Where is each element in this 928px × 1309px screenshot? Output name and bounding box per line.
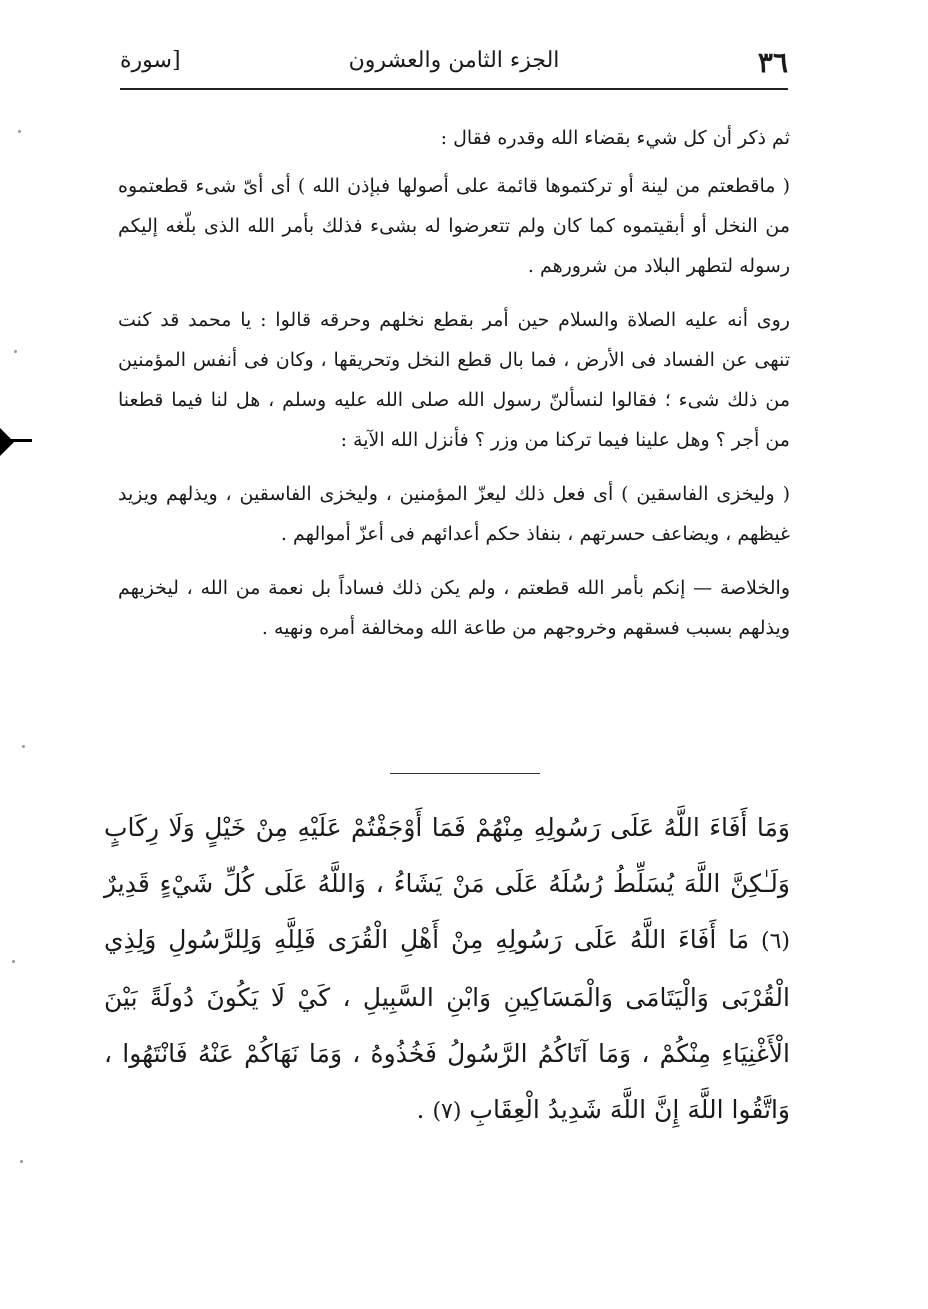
margin-tab-arrow-icon (0, 428, 14, 456)
commentary-text (118, 118, 790, 662)
section-separator (390, 773, 540, 774)
commentary-paragraph-narration: روى أنه عليه الصلاة والسلام حين أمر بقطع نخلهم وحرقه قالوا : يا محمد قد كنت تنهى عن الفساد فى الأرض ، فما بال قطع النخل وتحريقها ، وكان فى أنفس المؤمنين من ذلك شىء ؛ فقالوا لنسألنّ رسول الله صلى الله عليه وسلم ، هل لنا فيما قطعنا من أجر ؟ وهل علينا فيما تركنا من وزر ؟ فأنزل الله الآية : (118, 309, 790, 451)
page-number: ٣٦ (757, 46, 788, 79)
margin-tab-line (8, 439, 32, 442)
commentary-paragraph-intro: ثم ذكر أن كل شيء بقضاء الله وقدره فقال : (440, 127, 790, 149)
scan-speck (18, 130, 21, 133)
commentary-paragraph-summary: والخلاصة — إنكم بأمر الله قطعتم ، ولم يكن ذلك فساداً بل نعمة من الله ، ليخزيهم ويذلهم بسبب فسقهم وخروجهم من طاعة الله ومخالفة أمره ونهيه . (118, 577, 790, 639)
running-title: الجزء الثامن والعشرون (348, 48, 560, 73)
scan-speck (14, 350, 17, 353)
commentary-paragraph-fasiqin: ( وليخزى الفاسقين ) أى فعل ذلك ليعزّ المؤمنين ، وليخزى الفاسقين ، ويذلهم ويزيد غيظهم ، ويضاعف حسرتهم ، بنفاذ حكم أعدائهم فى أعزّ أموالهم . (118, 483, 790, 545)
verse-6-number: (٦) (760, 929, 790, 954)
verse-end-mark: . (416, 1095, 425, 1124)
scan-speck (20, 1160, 23, 1163)
verse-6-text: وَمَا أَفَاءَ اللَّهُ عَلَى رَسُولِهِ مِنْهُمْ فَمَا أَوْجَفْتُمْ عَلَيْهِ مِنْ خَيْلٍ وَلَا رِكَابٍ وَلَـٰكِنَّ اللَّهَ يُسَلِّطُ رُسُلَهُ عَلَى مَنْ يَشَاءُ ، وَاللَّهُ عَلَى كُلِّ شَيْءٍ قَدِيرٌ (104, 813, 790, 898)
verse-7-number: (٧) (432, 1099, 462, 1124)
scan-speck (12, 960, 15, 963)
commentary-paragraph-lina: ( ماقطعتم من لينة أو تركتموها قائمة على أصولها فبإذن الله ) أى أىّ شىء قطعتموه من النخل أو أبقيتموه كما كان ولم تتعرضوا له بشىء فذلك بأمر الله الذى بلّغه إليكم رسوله لتطهر البلاد من شرورهم . (118, 175, 791, 277)
quran-verses (104, 800, 790, 1140)
scan-speck (22, 745, 25, 748)
surah-label: [سورة (120, 48, 181, 73)
header-rule (120, 88, 788, 90)
verse-7-text: مَا أَفَاءَ اللَّهُ عَلَى رَسُولِهِ مِنْ أَهْلِ الْقُرَى فَلِلَّهِ وَلِلرَّسُولِ وَلِذِي الْقُرْبَى وَالْيَتَامَى وَالْمَسَاكِينِ وَابْنِ السَّبِيلِ ، كَيْ لَا يَكُونَ دُولَةً بَيْنَ الْأَغْنِيَاءِ مِنْكُمْ ، وَمَا آتَاكُمُ الرَّسُولُ فَخُذُوهُ ، وَمَا نَهَاكُمْ عَنْهُ فَانْتَهُوا ، وَاتَّقُوا اللَّهَ إِنَّ اللَّهَ شَدِيدُ الْعِقَابِ (104, 925, 790, 1124)
page-header (120, 40, 788, 86)
